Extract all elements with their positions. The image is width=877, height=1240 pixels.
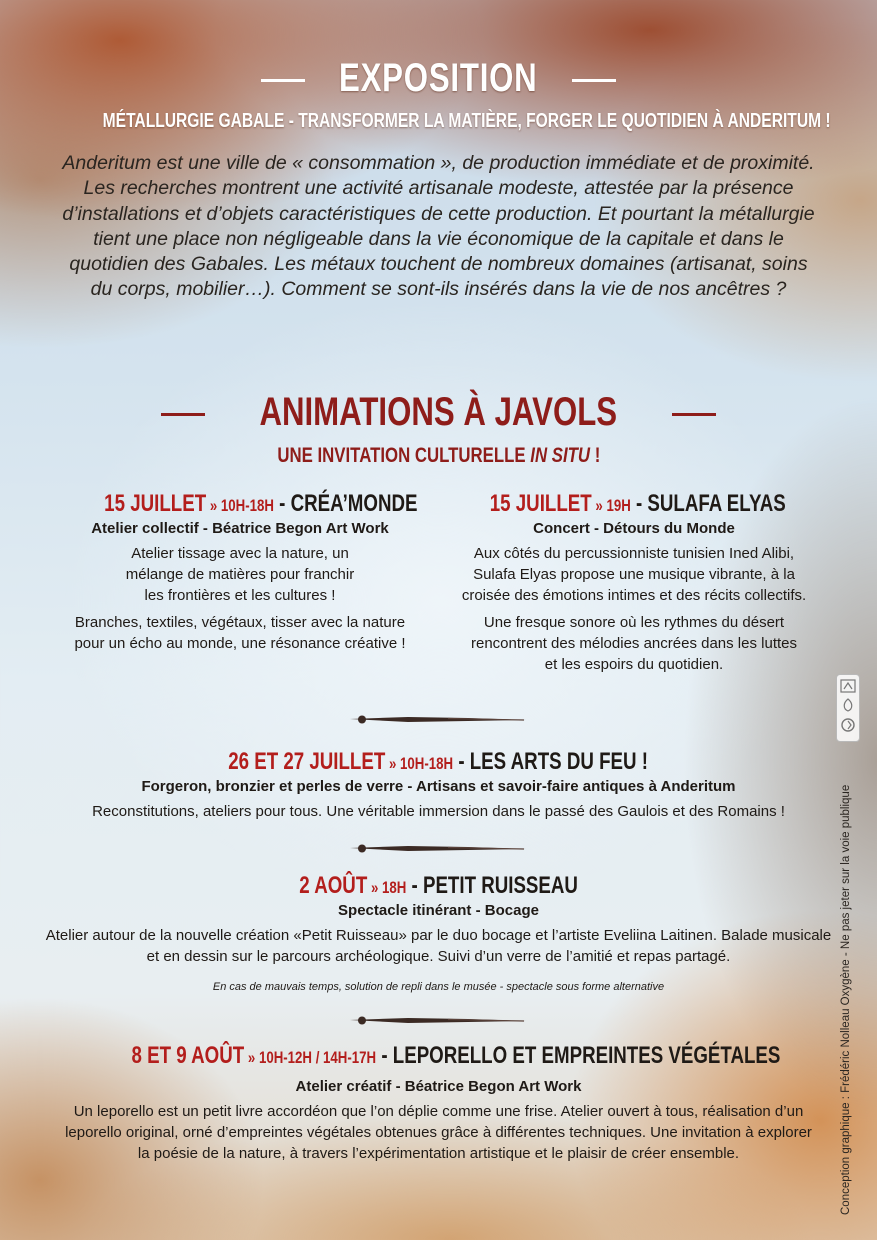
event-paragraph: Une fresque sonore où les rythmes du désert rencontrent des mélodies ancrées dans les luttes et les espoirs du quotidien. [470,614,797,673]
event-time: 19H [606,496,631,515]
event-sep: » [206,496,221,515]
subtitle-prefix: UNE INVITATION CULTURELLE [277,444,530,467]
event-subtitle: Forgeron, bronzier et perles de verre - Artisans et savoir-faire antiques à Anderitum [141,778,736,795]
heading-rule-left [261,79,305,82]
brush-divider [348,1014,528,1026]
event-time: 18H [381,878,407,897]
event-name: - SULAFA ELYAS [630,490,786,517]
event-subtitle: Atelier collectif - Béatrice Begon Art Work [91,520,389,537]
heading-rule-right [672,413,716,416]
event-description [60,543,420,654]
brush-divider [348,842,528,854]
event-paragraph: Atelier autour de la nouvelle création «Petit Ruisseau» par le duo bocage et l’artiste Eveliina Laitinen. Balade musicale et en dessin sur le parcours archéologique. Suivi d’un verre de l’amitié et repas partagé. [45,927,832,965]
exposition-heading [0,56,877,101]
event-petit-ruisseau [40,872,837,998]
animations-subtitle [0,444,877,468]
exposition-heading-text: EXPOSITION [339,56,538,100]
event-description [40,925,837,998]
event-date: 2 AOÛT [299,872,368,899]
event-title [448,490,820,518]
event-time: 10H-18H [400,754,454,773]
event-leporello [40,1042,837,1164]
event-name: - LEPORELLO ET EMPREINTES VÉGÉTALES [376,1042,781,1069]
event-description [448,543,820,675]
event-paragraph: Atelier tissage avec la nature, un mélange de matières pour franchir les frontières et les cultures ! [125,545,355,604]
event-note: En cas de mauvais temps, solution de repli dans le musée - spectacle sous forme alternative [212,981,665,993]
event-title [40,872,837,900]
animations-heading-text: ANIMATIONS À JAVOLS [259,390,618,434]
leaf-icon [840,697,856,713]
event-subtitle: Spectacle itinérant - Bocage [338,902,539,919]
heading-rule-right [572,79,616,82]
exposition-subtitle-text: MÉTALLURGIE GABALE - TRANSFORMER LA MATIÈRE, FORGER LE QUOTIDIEN À ANDERITUM ! [102,110,831,132]
event-name: - CRÉA’MONDE [273,490,418,517]
event-date: 15 JUILLET [489,490,592,517]
event-name: - LES ARTS DU FEU ! [453,748,649,775]
event-description [40,1101,837,1164]
heading-rule-left [161,413,205,416]
exposition-subtitle [0,110,877,133]
event-sep: » [385,754,401,773]
recycle-icon [840,717,856,733]
event-sep: » [591,496,607,515]
event-title [60,490,420,518]
subtitle-italic: IN SITU [529,444,590,467]
event-paragraph: Reconstitutions, ateliers pour tous. Une véritable immersion dans le passé des Gaulois et des Romains ! [92,803,785,820]
event-date: 15 JUILLET [104,490,207,517]
event-title [40,748,837,776]
event-paragraph: Un leporello est un petit livre accordéon que l’on déplie comme une frise. Atelier ouvert à tous, réalisation d’un leporello original, orné d’empreintes végétales obtenues grâce à différentes techniques. Une invitation à explorer la poésie de la nature, à travers l’expérimentation artistique et le plaisir de créer ensemble. [65,1103,812,1162]
event-description [40,801,837,822]
event-time: 10H-12H / 14H-17H [258,1048,377,1067]
subtitle-suffix: ! [589,444,600,467]
event-time: 10H-18H [220,496,274,515]
event-sep: » [244,1048,259,1067]
event-name: - PETIT RUISSEAU [406,872,578,899]
brush-divider [348,713,528,725]
side-credit: Conception graphique : Frédéric Nolleau Oxygène - Ne pas jeter sur la voie publique [840,784,852,1215]
event-paragraph: Branches, textiles, végétaux, tisser avec la nature pour un écho au monde, une résonance créative ! [74,614,406,652]
animations-heading [0,390,877,435]
event-crea-monde [60,490,420,654]
event-subtitle: Atelier créatif - Béatrice Begon Art Work [295,1078,582,1095]
event-sep: » [367,878,382,897]
event-paragraph: Aux côtés du percussionniste tunisien Ined Alibi, Sulafa Elyas propose une musique vibrante, à la croisée des émotions intimes et des récits collectifs. [461,545,807,604]
event-subtitle: Concert - Détours du Monde [533,520,735,537]
event-date: 26 ET 27 JUILLET [228,748,386,775]
event-arts-du-feu [40,748,837,822]
event-date: 8 ET 9 AOÛT [131,1042,245,1069]
recycling-badge [836,674,860,742]
exposition-description: Anderitum est une ville de « consommation », de production immédiate et de proximité. Les recherches montrent une activité artisanale modeste, attestée par la présence d’installations et d’objets caractéristiques de cette production. Et pourtant la métallurgie tient une place non négligeable dans la vie économique de la capitale et dans le quotidien des Gabales. Les métaux touchent de nombreux domaines (artisanat, soins du corps, mobilier…). Comment se sont-ils insérés dans la vie de nos ancêtres ? [62,152,815,301]
event-title [40,1042,837,1070]
triman-icon [840,679,856,693]
event-sulafa-elyas [448,490,820,675]
